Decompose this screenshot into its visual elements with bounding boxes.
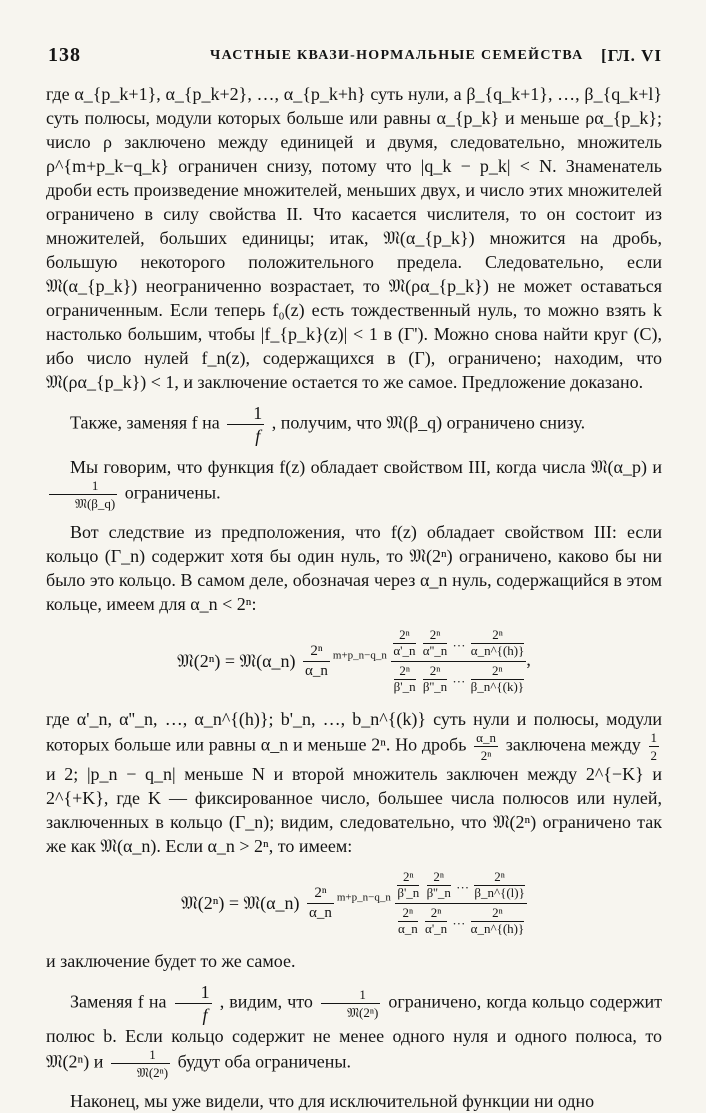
fraction-one-over-f-2: $\frac{1}{f}$ bbox=[175, 983, 212, 1024]
page-body bbox=[46, 82, 662, 1113]
formula-2-product-fraction bbox=[395, 868, 527, 939]
f2-bottom-term-3: $\frac{\text{2ⁿ}}{\alpha\_n\^{}\{(h)\}}$ bbox=[470, 904, 525, 936]
formula-2-paren-fraction: $\frac{\text{2ⁿ}}{\alpha\_n}$ bbox=[309, 884, 332, 921]
f2-top-term-3: $\frac{\text{2ⁿ}}{\beta\_n\^{}\{(l)\}}$ bbox=[474, 868, 525, 900]
formula-1-product-fraction bbox=[391, 626, 526, 697]
paragraph-2: Также, заменяя f на $\frac{1}{f}$ , получим, что 𝔐(β_q) ограничено снизу. bbox=[70, 403, 586, 446]
f2-top-term-1: $\frac{\text{2ⁿ}}{\beta'\_n}$ bbox=[397, 868, 420, 900]
paragraph-6: и заключение будет то же самое. bbox=[46, 950, 296, 971]
formula-2-numerator: $\frac{\text{2ⁿ}}{\beta'\_n}$ $\frac{\text{2ⁿ}}{\beta''\_n}$ … $\frac{\text{2ⁿ}}{\beta\_n\^{}\{(l)\}}$ bbox=[395, 868, 527, 904]
f2-top-term-2: $\frac{\text{2ⁿ}}{\beta''\_n}$ bbox=[426, 868, 451, 900]
paragraph-4: Вот следствие из предположения, что f(z) обладает свойством III: если кольцо (Γ_n) содержит хотя бы один нуль, то 𝔐(2ⁿ) ограничено, каково бы ни было это кольцо. В самом деле, обозначая через α_n нуль, содержащийся в этом кольце, имеем для α_n < 2ⁿ: bbox=[46, 522, 662, 614]
f1-top-term-3: $\frac{\text{2ⁿ}}{\alpha\_n\^{}\{(h)\}}$ bbox=[470, 627, 525, 658]
formula-1: 𝔐(2ⁿ) = 𝔐(α_n) $\frac{\text{2ⁿ}}{\alpha\_n}$ $^{m+p\_n-q\_n}$ $\frac{\text{2ⁿ}}{\alpha'\_n}$ $\frac{\text{2ⁿ}}{\alpha''\_n}$ … $\frac{\text{2ⁿ}}{\alpha\_n\^{}\{(h)\}}$ $\frac{\text{2ⁿ}}{\beta'\_n}$ $\frac{\text{2ⁿ}}{\beta''\_n}$ … $\frac{\text{2ⁿ}}{\beta\_n\^{}\{(k)\}}$ , bbox=[46, 626, 662, 697]
paragraph-7: Заменяя f на $\frac{1}{f}$ , видим, что $\frac{1}{\text{𝔐(2ⁿ)}}$ ограничено, когда кольцо содержит полюс b. Если кольцо содержит не менее одного нуля и одного полюса, то 𝔐(2ⁿ) и $\frac{1}{\text{𝔐(2ⁿ)}}$ будут оба ограничены. bbox=[46, 981, 663, 1080]
formula-2-exponent: m+p_n−q_n bbox=[336, 891, 391, 904]
fraction-one-over-M-2n: $\frac{1}{\text{𝔐(2ⁿ)}}$ bbox=[321, 988, 380, 1019]
fraction-one-over-M-2n-2: $\frac{1}{\text{𝔐(2ⁿ)}}$ bbox=[111, 1048, 170, 1079]
fraction-one-over-f: $\frac{1}{f}$ bbox=[227, 404, 264, 445]
fraction-one-half: $\frac{1}{2}$ bbox=[650, 729, 658, 763]
page-number: 138 bbox=[48, 44, 81, 66]
fraction-one-over-M-beta: $\frac{1}{\text{𝔐(β\_q)}}$ bbox=[49, 479, 117, 510]
chapter-label: [ГЛ. VI bbox=[601, 46, 662, 65]
paragraph-3: Мы говорим, что функция f(z) обладает свойством III, когда числа 𝔐(α_p) и $\frac{1}{\text{𝔐(β\_q)}}$ ограничены. bbox=[46, 455, 662, 510]
formula-1-denominator: $\frac{\text{2ⁿ}}{\beta'\_n}$ $\frac{\text{2ⁿ}}{\beta''\_n}$ … $\frac{\text{2ⁿ}}{\beta\_n\^{}\{(k)\}}$ bbox=[393, 662, 525, 694]
f1-bottom-term-3: $\frac{\text{2ⁿ}}{\beta\_n\^{}\{(k)\}}$ bbox=[470, 662, 525, 694]
f2-bottom-term-1: $\frac{\text{2ⁿ}}{\alpha\_n}$ bbox=[397, 904, 418, 936]
f1-top-term-2: $\frac{\text{2ⁿ}}{\alpha''\_n}$ bbox=[422, 627, 448, 658]
paragraph-8: Наконец, мы уже видели, что для исключительной функции ни одно bbox=[70, 1090, 595, 1111]
f1-bottom-term-2: $\frac{\text{2ⁿ}}{\beta''\_n}$ bbox=[422, 662, 448, 694]
formula-2-denominator: $\frac{\text{2ⁿ}}{\alpha\_n}$ $\frac{\text{2ⁿ}}{\alpha'\_n}$ … $\frac{\text{2ⁿ}}{\alpha\_n\^{}\{(h)\}}$ bbox=[397, 904, 525, 936]
paragraph-5: где α'_n, α''_n, …, α_n^{(h)}; b'_n, …, b_n^{(k)} суть нули и полюсы, модули которых больше или равны α_n и меньше 2ⁿ. Но дробь $\frac{\alpha\_n}{\text{2ⁿ}}$ заключена между $\frac{1}{2}$ и 2; |p_n − q_n| меньше N и второй множитель заключен между 2^{−K} и 2^{+K}, где K — фиксированное число, большее числа полюсов или нулей, заключенных в кольцо (Γ_n); видим, следовательно, что 𝔐(2ⁿ) ограничено так же как 𝔐(α_n). Если α_n > 2ⁿ, то имеем: bbox=[46, 708, 662, 856]
formula-1-exponent: m+p_n−q_n bbox=[332, 649, 387, 662]
formula-1-paren-fraction: $\frac{\text{2ⁿ}}{\alpha\_n}$ bbox=[305, 642, 328, 679]
formula-2: 𝔐(2ⁿ) = 𝔐(α_n) $\frac{\text{2ⁿ}}{\alpha\_n}$ $^{m+p\_n-q\_n}$ $\frac{\text{2ⁿ}}{\beta'\_n}$ $\frac{\text{2ⁿ}}{\beta''\_n}$ … $\frac{\text{2ⁿ}}{\beta\_n\^{}\{(l)\}}$ $\frac{\text{2ⁿ}}{\alpha\_n}$ $\frac{\text{2ⁿ}}{\alpha'\_n}$ … $\frac{\text{2ⁿ}}{\alpha\_n\^{}\{(h)\}}$ bbox=[46, 868, 662, 939]
paragraph-1: где α_{p_k+1}, α_{p_k+2}, …, α_{p_k+h} суть нули, а β_{q_k+1}, …, β_{q_k+l} суть полюсы, модули которых больше или равны α_{p_k} и меньше ρα_{p_k}; число ρ заключено между единицей и двумя, следовательно, множитель ρ^{m+p_k−q_k} ограничен снизу, потому что |q_k − p_k| < N. Знаменатель дроби есть произведение множителей, меньших двух, и число этих множителей ограничено в силу свойства II. Что касается числителя, то он состоит из множителей, больших единицы; итак, 𝔐(α_{p_k}) множится на дробь, большую некоторого положительного предела. Следовательно, если 𝔐(α_{p_k}) неограниченно возрастает, то 𝔐(ρα_{p_k}) не может оставаться ограниченным. Если теперь f₀(z) есть тождественный нуль, то можно взять k настолько большим, чтобы |f_{p_k}(z)| < 1 в (Γ'). Можно снова найти круг (C), ибо число нулей f_n(z), содержащихся в (Γ), ограничено; находим, что 𝔐(ρα_{p_k}) < 1, и заключение остается то же самое. Предложение доказано. bbox=[46, 84, 662, 392]
running-header bbox=[40, 44, 670, 70]
f2-bottom-term-2: $\frac{\text{2ⁿ}}{\alpha'\_n}$ bbox=[425, 904, 448, 936]
running-title: ЧАСТНЫЕ КВАЗИ-НОРМАЛЬНЫЕ СЕМЕЙСТВА bbox=[210, 48, 584, 63]
f1-top-term-1: $\frac{\text{2ⁿ}}{\alpha'\_n}$ bbox=[393, 627, 416, 658]
formula-1-numerator: $\frac{\text{2ⁿ}}{\alpha'\_n}$ $\frac{\text{2ⁿ}}{\alpha''\_n}$ … $\frac{\text{2ⁿ}}{\alpha\_n\^{}\{(h)\}}$ bbox=[391, 626, 526, 662]
fraction-an-over-2n: $\frac{\alpha\_n}{\text{2ⁿ}}$ bbox=[476, 729, 496, 763]
f1-bottom-term-1: $\frac{\text{2ⁿ}}{\beta'\_n}$ bbox=[393, 662, 416, 694]
